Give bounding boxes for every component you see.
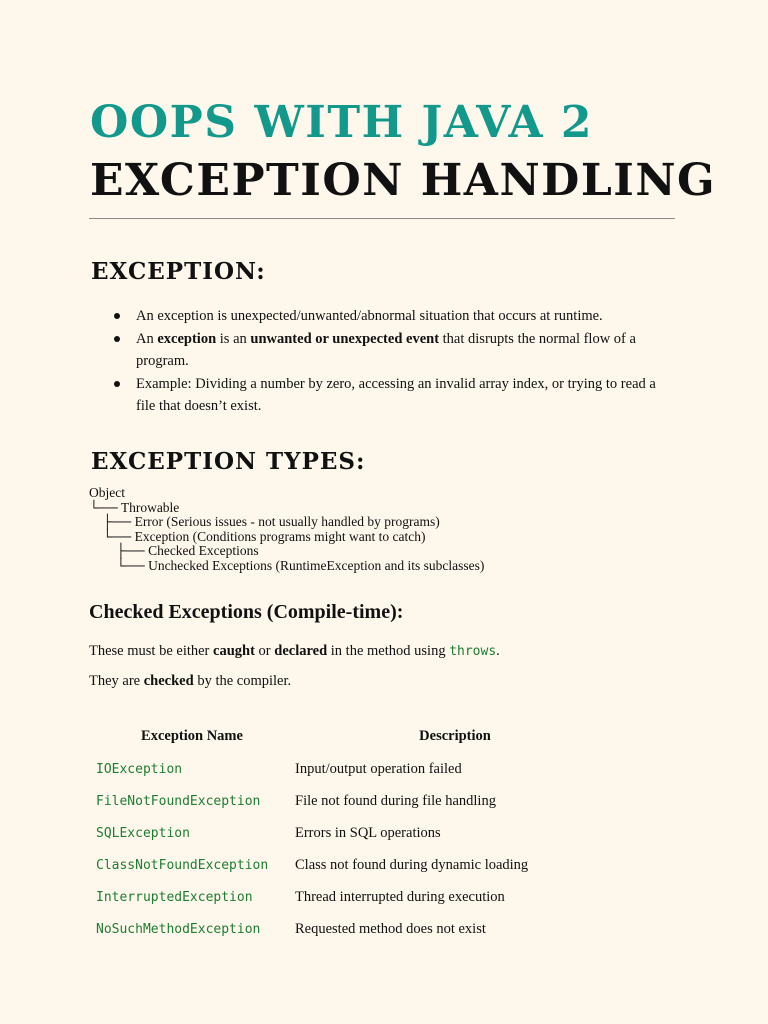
- para-text: These must be either: [89, 643, 214, 659]
- page-title-line-1: OOPS WITH JAVA 2: [90, 97, 594, 148]
- tree-line: ├── Checked Exceptions: [89, 543, 259, 558]
- tree-line: └── Throwable: [89, 499, 180, 515]
- bullet-text: that disrupts the normal flow of a program.: [136, 330, 636, 369]
- bullet-text: An: [136, 330, 158, 347]
- description-cell: File not found during file handling: [295, 792, 496, 809]
- checked-exceptions-heading: Checked Exceptions (Compile-time):: [89, 601, 404, 623]
- para-text: or: [254, 643, 275, 659]
- inline-code: throws: [449, 644, 497, 659]
- table-row: [89, 817, 615, 849]
- checked-para-1: [89, 641, 500, 662]
- exception-name-cell: FileNotFoundException: [96, 793, 261, 809]
- table-row: [89, 753, 615, 785]
- list-item: [136, 328, 676, 373]
- exception-name-cell: SQLException: [96, 825, 190, 841]
- para-text: .: [496, 643, 500, 659]
- page-title-line-2: EXCEPTION HANDLING: [90, 155, 717, 206]
- exception-name-cell: InterruptedException: [96, 889, 253, 905]
- bold-term: unwanted or unexpected event: [250, 330, 440, 347]
- description-cell: Class not found during dynamic loading: [295, 856, 529, 873]
- bold-term: declared: [274, 643, 328, 659]
- column-header-description: Description: [419, 728, 491, 744]
- list-item: An exception is unexpected/unwanted/abnormal situation that occurs at runtime.: [136, 305, 676, 328]
- list-item: Example: Dividing a number by zero, accessing an invalid array index, or trying to read a file that doesn’t exist.: [136, 373, 676, 418]
- description-cell: Input/output operation failed: [295, 760, 462, 777]
- bullet-text: is an: [216, 330, 251, 347]
- description-cell: Requested method does not exist: [295, 920, 486, 937]
- para-text: in the method using: [327, 643, 450, 659]
- column-header-exception-name: Exception Name: [141, 728, 243, 744]
- exception-name-cell: IOException: [96, 761, 183, 777]
- tree-line: ├── Error (Serious issues - not usually handled by programs): [89, 514, 440, 529]
- bold-term: caught: [213, 643, 255, 659]
- para-text: by the compiler.: [193, 673, 292, 689]
- bold-term: checked: [143, 673, 194, 689]
- exception-hierarchy-tree: [89, 486, 484, 573]
- description-cell: Thread interrupted during execution: [295, 888, 505, 905]
- checked-para-2: [89, 671, 291, 691]
- title-divider: [89, 218, 675, 219]
- exception-name-cell: ClassNotFoundException: [96, 857, 269, 873]
- tree-line: Object: [89, 485, 125, 500]
- table-header-row: [89, 720, 615, 753]
- para-text: They are: [89, 673, 144, 689]
- exception-heading: EXCEPTION:: [91, 258, 266, 285]
- exception-bullet-list: [136, 305, 676, 418]
- table-row: [89, 785, 615, 817]
- exception-name-cell: NoSuchMethodException: [96, 921, 261, 937]
- exception-types-heading: EXCEPTION TYPES:: [91, 448, 366, 475]
- checked-exceptions-table: [89, 720, 615, 945]
- description-cell: Errors in SQL operations: [295, 824, 441, 841]
- bold-term: exception: [157, 330, 217, 347]
- table-row: [89, 849, 615, 881]
- tree-line: └── Unchecked Exceptions (RuntimeException and its subclasses): [89, 557, 485, 573]
- tree-line: └── Exception (Conditions programs might want to catch): [89, 528, 426, 544]
- table-row: [89, 913, 615, 945]
- table-row: [89, 881, 615, 913]
